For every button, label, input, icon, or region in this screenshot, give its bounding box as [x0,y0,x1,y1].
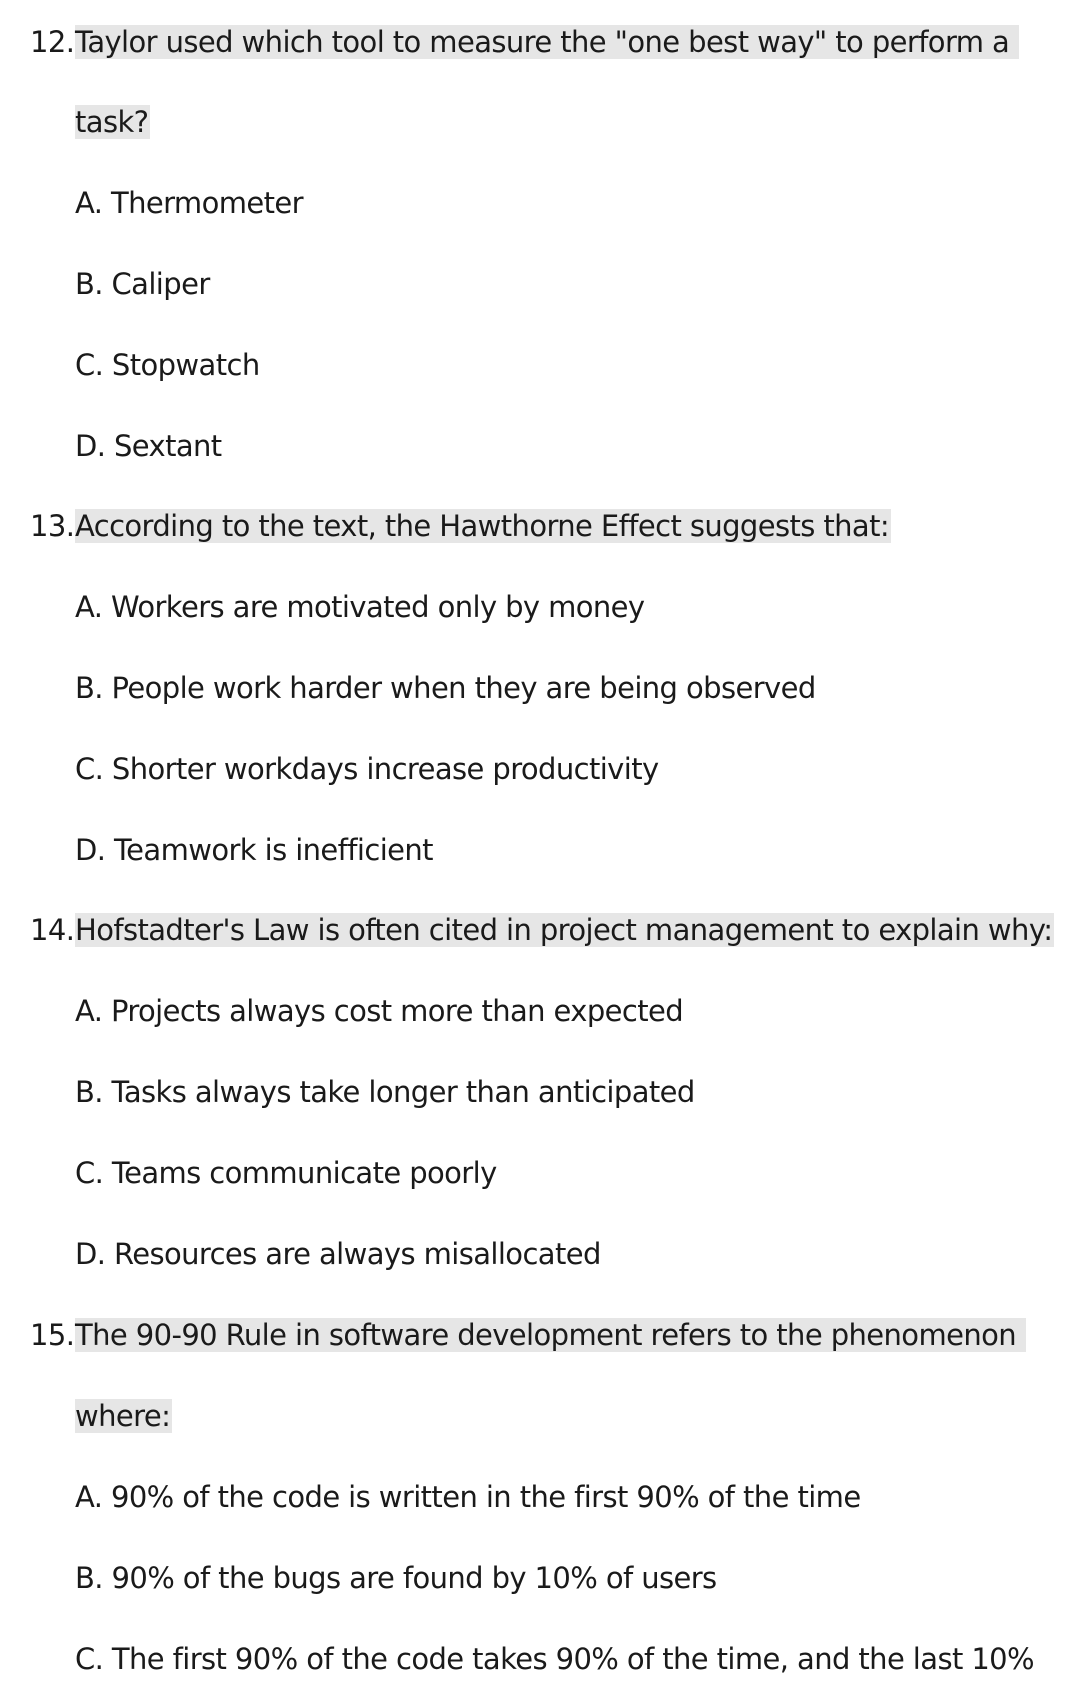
answer-option: B. Caliper [75,267,210,301]
answer-option: B. People work harder when they are being observed [75,671,816,705]
question-text [75,909,1054,951]
question-number: 12. [30,25,75,59]
answer-option: A. Thermometer [75,186,303,220]
question-text [75,1395,172,1437]
question-text [75,21,1019,63]
question-text [75,1314,1026,1356]
answer-option: D. Sextant [75,429,222,463]
answer-option: C. Teams communicate poorly [75,1156,497,1190]
question-number: 15. [30,1318,75,1352]
question-text-highlight: Hofstadter's Law is often cited in project management to explain why: [75,913,1053,947]
answer-option: B. 90% of the bugs are found by 10% of users [75,1561,717,1595]
question-number: 13. [30,509,75,543]
question-text-highlight: The 90-90 Rule in software development refers to the phenomenon [75,1318,1026,1352]
answer-option: A. Workers are motivated only by money [75,590,645,624]
answer-option: A. 90% of the code is written in the first 90% of the time [75,1480,861,1514]
question-text-highlight: where: [75,1399,171,1433]
answer-option: B. Tasks always take longer than anticipated [75,1075,695,1109]
question-text-highlight: According to the text, the Hawthorne Effect suggests that: [75,509,890,543]
question-text-highlight: task? [75,105,149,139]
question-text-highlight: Taylor used which tool to measure the "one best way" to perform a [75,25,1019,59]
answer-option: D. Teamwork is inefficient [75,833,433,867]
answer-option: C. Stopwatch [75,348,260,382]
answer-option: D. Resources are always misallocated [75,1237,601,1271]
question-text [75,505,891,547]
question-text [75,101,150,143]
question-number: 14. [30,913,75,947]
answer-option: C. The first 90% of the code takes 90% of the time, and the last 10% [75,1642,1034,1676]
answer-option: C. Shorter workdays increase productivity [75,752,659,786]
answer-option: A. Projects always cost more than expected [75,994,684,1028]
